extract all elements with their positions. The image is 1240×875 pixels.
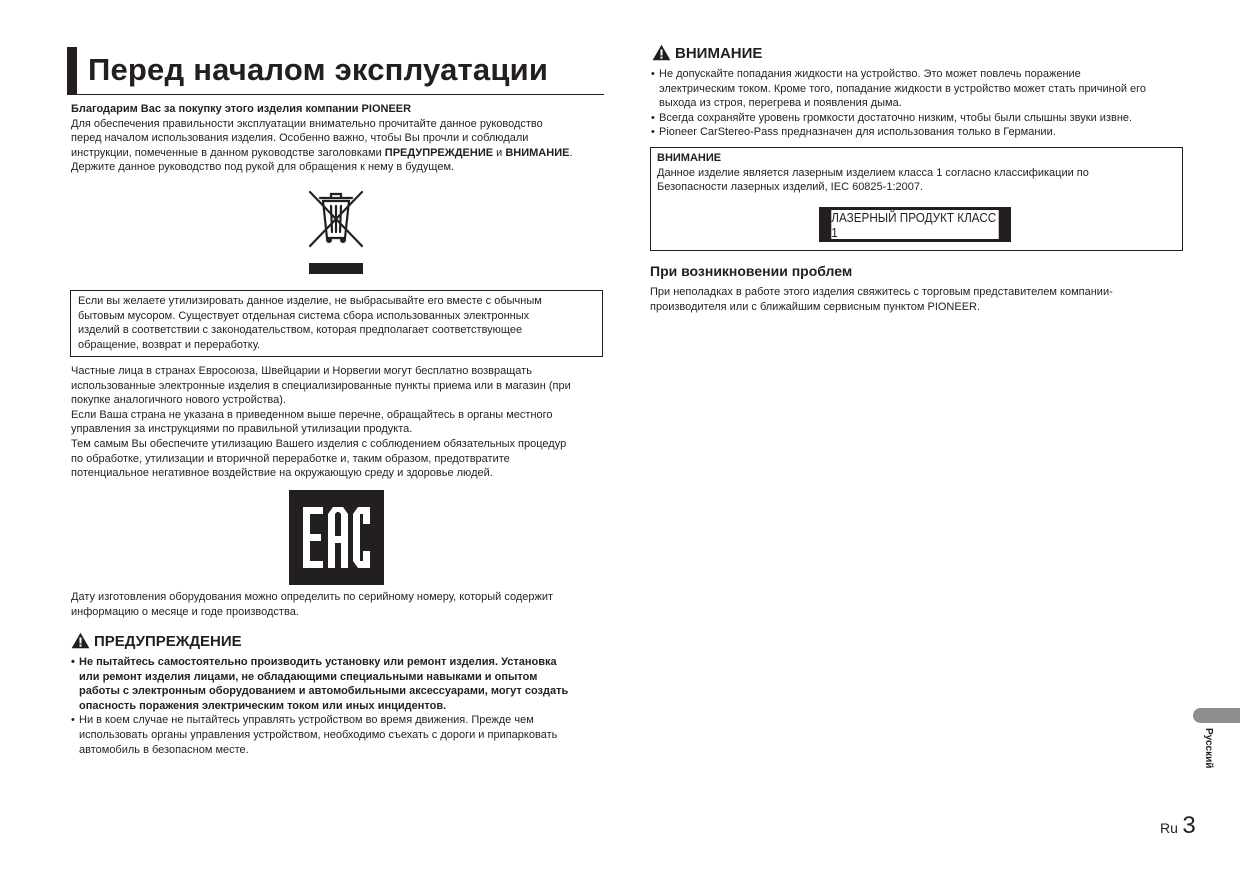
bullet: • — [71, 656, 75, 668]
disposal-line: управления за инструкциями по правильной утилизации продукта. — [71, 423, 413, 436]
warning-item-line: опасность поражения электрическим током или иных инцидентов. — [79, 699, 447, 712]
caution-item — [651, 125, 1196, 140]
manufacture-line: информацию о месяце и годе производства. — [71, 605, 299, 618]
disposal-line: Частные лица в странах Евросоюза, Швейцарии и Норвегии могут бесплатно возвращать — [71, 365, 532, 377]
warning-item-line: работы с электронным оборудованием и автомобильными аксессуарами, могут создать — [79, 685, 569, 698]
warning-item-line: Не пытайтесь самостоятельно производить установку или ремонт изделия. Установка — [79, 656, 557, 668]
caution-heading — [652, 44, 762, 63]
warning-heading-text: ПРЕДУПРЕЖДЕНИЕ — [94, 633, 242, 650]
laser-box-heading: ВНИМАНИЕ — [657, 152, 722, 164]
caution-item-line: Всегда сохраняйте уровень громкости достаточно низким, чтобы были слышны звуки извне. — [659, 111, 1133, 124]
disposal-box-line: изделий в соответствии с законодательством, которая предполагает соответствующее — [78, 324, 523, 337]
disposal-line: покупке аналогичного нового устройства). — [71, 394, 286, 407]
bullet: • — [651, 68, 655, 80]
bullet: • — [71, 714, 75, 727]
page-number-value: 3 — [1182, 812, 1196, 839]
intro-thanks: Благодарим Вас за покупку этого изделия компании PIONEER — [71, 103, 412, 115]
problems-paragraph — [650, 285, 1195, 314]
warning-item — [71, 713, 611, 757]
disposal-line: Тем самым Вы обеспечите утилизацию Вашего изделия с соблюдением обязательных процедур — [71, 437, 567, 450]
problems-line: При неполадках в работе этого изделия свяжитесь с торговым представителем компании- — [650, 286, 1113, 298]
language-tab — [1193, 708, 1240, 723]
intro-text: . — [569, 146, 573, 159]
caution-item-line: электрическим током. Кроме того, попадание жидкости в устройство может стать причиной его — [659, 82, 1147, 95]
disposal-box-line: обращение, возврат и переработку. — [78, 338, 261, 351]
warning-list — [71, 655, 611, 757]
intro-text: инструкции, помеченные в данном руководстве заголовками — [71, 146, 385, 159]
page-lang-code: Ru — [1160, 820, 1178, 836]
intro-paragraph — [71, 102, 611, 175]
caution-item — [651, 111, 1196, 126]
warning-heading — [71, 632, 242, 651]
bullet: • — [651, 111, 655, 124]
manufacture-line: Дату изготовления оборудования можно определить по серийному номеру, который содержит — [71, 591, 554, 603]
problems-heading: При возникновении проблем — [650, 263, 853, 279]
warning-item-line: Ни в коем случае не пытайтесь управлять устройством во время движения. Прежде чем — [79, 714, 534, 727]
intro-text: и — [493, 146, 506, 159]
language-label: Русский — [1203, 728, 1214, 769]
caution-item-line: Не допускайте попадания жидкости на устройство. Это может повлечь поражение — [659, 68, 1081, 80]
page-number — [1160, 812, 1196, 840]
eac-logo — [289, 490, 384, 585]
caution-keyword: ВНИМАНИЕ — [505, 146, 570, 159]
disposal-paragraph — [71, 364, 611, 481]
laser-box-line: Данное изделие является лазерным изделием класса 1 согласно классификации по — [657, 166, 1089, 179]
intro-line: Для обеспечения правильности эксплуатации внимательно прочитайте данное руководство — [71, 117, 543, 130]
intro-line: Держите данное руководство под рукой для обращения к нему в будущем. — [71, 161, 455, 174]
crossed-out-wheelie-bin-icon — [305, 186, 367, 276]
warning-item-line: или ремонт изделия лицами, не обладающими специальными навыками и опытом — [79, 670, 538, 683]
problems-line: производителя или с ближайшим сервисным пунктом PIONEER. — [650, 300, 981, 313]
bullet: • — [651, 126, 655, 139]
caution-list — [651, 67, 1196, 140]
disposal-box-line: бытовым мусором. Существует отдельная система сбора использованных электронных — [78, 309, 530, 322]
warning-keyword: ПРЕДУПРЕЖДЕНИЕ — [384, 146, 494, 159]
disposal-line: Если Ваша страна не указана в приведенном выше перечне, обращайтесь в органы местного — [71, 408, 553, 421]
caution-heading-text: ВНИМАНИЕ — [675, 45, 763, 62]
caution-item-line: выхода из строя, перегрева и появления дыма. — [659, 97, 902, 110]
laser-class-label-text: ЛАЗЕРНЫЙ ПРОДУКТ КЛАСС 1 — [831, 210, 998, 239]
disposal-notice-box — [70, 290, 603, 357]
intro-line — [71, 146, 611, 161]
warning-triangle-icon — [652, 44, 671, 61]
warning-triangle-icon — [71, 632, 90, 649]
disposal-box-line: Если вы желаете утилизировать данное изделие, не выбрасывайте его вместе с обычным — [78, 295, 542, 307]
laser-class-label — [819, 207, 1011, 242]
intro-line: перед началом использования изделия. Особенно важно, чтобы Вы прочли и соблюдали — [71, 132, 529, 145]
title-marker — [67, 47, 77, 95]
manufacture-date-paragraph — [71, 590, 611, 619]
warning-item — [71, 655, 611, 713]
caution-item-line: Pioneer CarStereo-Pass предназначен для использования только в Германии. — [659, 126, 1056, 139]
disposal-line: по обработке, утилизации и вторичной переработке и, таким образом, предотвратите — [71, 452, 510, 465]
disposal-line: использованные электронные изделия в специализированные пункты приема или в магазин (при — [71, 379, 571, 392]
title-divider — [67, 94, 604, 95]
page-title: Перед началом эксплуатации — [88, 52, 549, 87]
warning-item-line: автомобиль в безопасном месте. — [79, 743, 249, 756]
warning-item-line: использовать органы управления устройством, необходимо съехать с дороги и припарковать — [79, 728, 558, 741]
disposal-line: потенциальное негативное воздействие на окружающую среду и здоровье людей. — [71, 467, 493, 480]
laser-box-line: Безопасности лазерных изделий, IEC 60825-1:2007. — [657, 181, 924, 194]
caution-item — [651, 67, 1196, 111]
